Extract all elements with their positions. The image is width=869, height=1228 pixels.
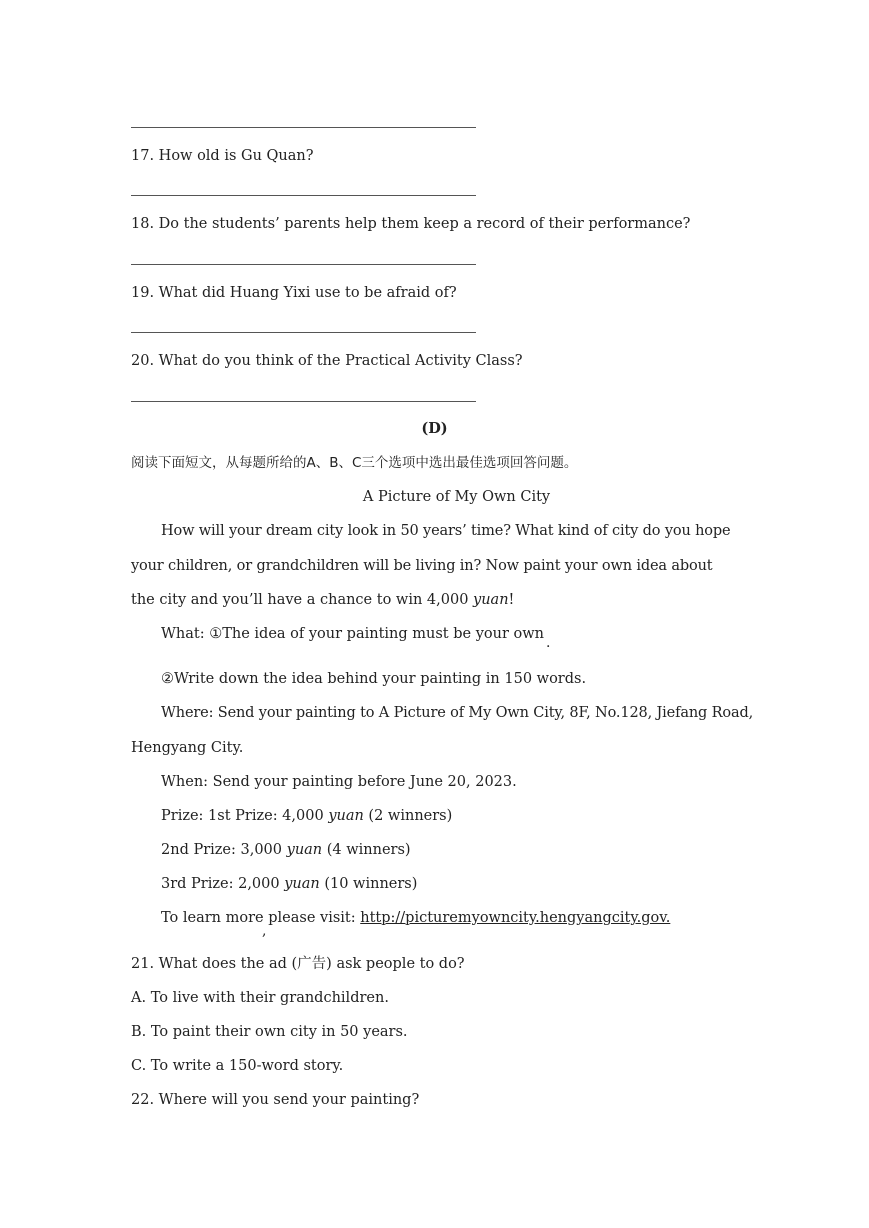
learn-more-text: To learn more please visit: — [161, 910, 361, 926]
section-label: (D) — [421, 420, 448, 437]
passage-title: A Picture of My Own City — [362, 489, 551, 505]
yuan-italic: yuan — [473, 592, 509, 608]
passage-line-2: your children, or grandchildren will be living in? Now paint your own idea about — [131, 558, 713, 574]
answer-line-17 — [131, 195, 476, 196]
question-20: 20. What do you think of the Practical Activity Class? — [131, 353, 523, 369]
prize-3-winners: (10 winners) — [319, 876, 418, 892]
question-21: 21. What does the ad (广告) ask people to do? — [131, 956, 465, 972]
passage-line-3 — [131, 590, 514, 610]
question-18: 18. Do the students’ parents help them keep a record of their performance? — [131, 216, 691, 232]
what-line-2: ②Write down the idea behind your painting in 150 words. — [161, 671, 587, 687]
passage-line-3-end: ! — [508, 592, 515, 608]
option-21-c: C. To write a 150-word story. — [131, 1058, 344, 1074]
prize-line-1 — [161, 806, 452, 826]
what-line-1: What: ①The idea of your painting must be your own — [161, 626, 544, 642]
prize-line-2 — [161, 840, 411, 860]
website-link[interactable]: http://picturemyowncity.hengyangcity.gov. — [360, 910, 671, 926]
prize-3-yuan: yuan — [284, 876, 320, 892]
prize-2-yuan: yuan — [286, 842, 323, 858]
section-instruction: 阅读下面短文，从每题所给的A、B、C三个选项中选出最佳选项回答问题。 — [131, 455, 578, 471]
answer-line-18 — [131, 264, 476, 265]
comma-mark: , — [262, 923, 267, 939]
when-line: When: Send your painting before June 20, 2023. — [161, 774, 517, 790]
answer-line-16 — [131, 127, 476, 128]
question-17: 17. How old is Gu Quan? — [131, 148, 314, 164]
prize-line-3 — [161, 874, 417, 894]
prize-2-label: 2nd Prize: 3,000 — [161, 842, 287, 858]
dot-mark: · — [546, 639, 551, 655]
prize-2-winners: (4 winners) — [322, 842, 411, 858]
prize-3-label: 3rd Prize: 2,000 — [161, 876, 285, 892]
learn-more-line — [161, 908, 670, 928]
passage-line-1: How will your dream city look in 50 years’ time? What kind of city do you hope — [161, 523, 731, 539]
prize-1-winners: (2 winners) — [363, 808, 453, 824]
question-22: 22. Where will you send your painting? — [131, 1092, 420, 1108]
where-line-2: Hengyang City. — [131, 740, 244, 756]
option-21-a: A. To live with their grandchildren. — [131, 990, 389, 1006]
answer-line-20 — [131, 401, 476, 402]
question-19: 19. What did Huang Yixi use to be afraid of? — [131, 285, 457, 301]
answer-line-19 — [131, 332, 476, 333]
prize-1-yuan: yuan — [328, 808, 364, 824]
where-line-1: Where: Send your painting to A Picture of My Own City, 8F, No.128, Jiefang Road, — [161, 705, 754, 721]
passage-line-3-text: the city and you’ll have a chance to win 4,000 — [131, 592, 474, 608]
option-21-b: B. To paint their own city in 50 years. — [131, 1024, 408, 1040]
prize-1-label: Prize: 1st Prize: 4,000 — [161, 808, 329, 824]
